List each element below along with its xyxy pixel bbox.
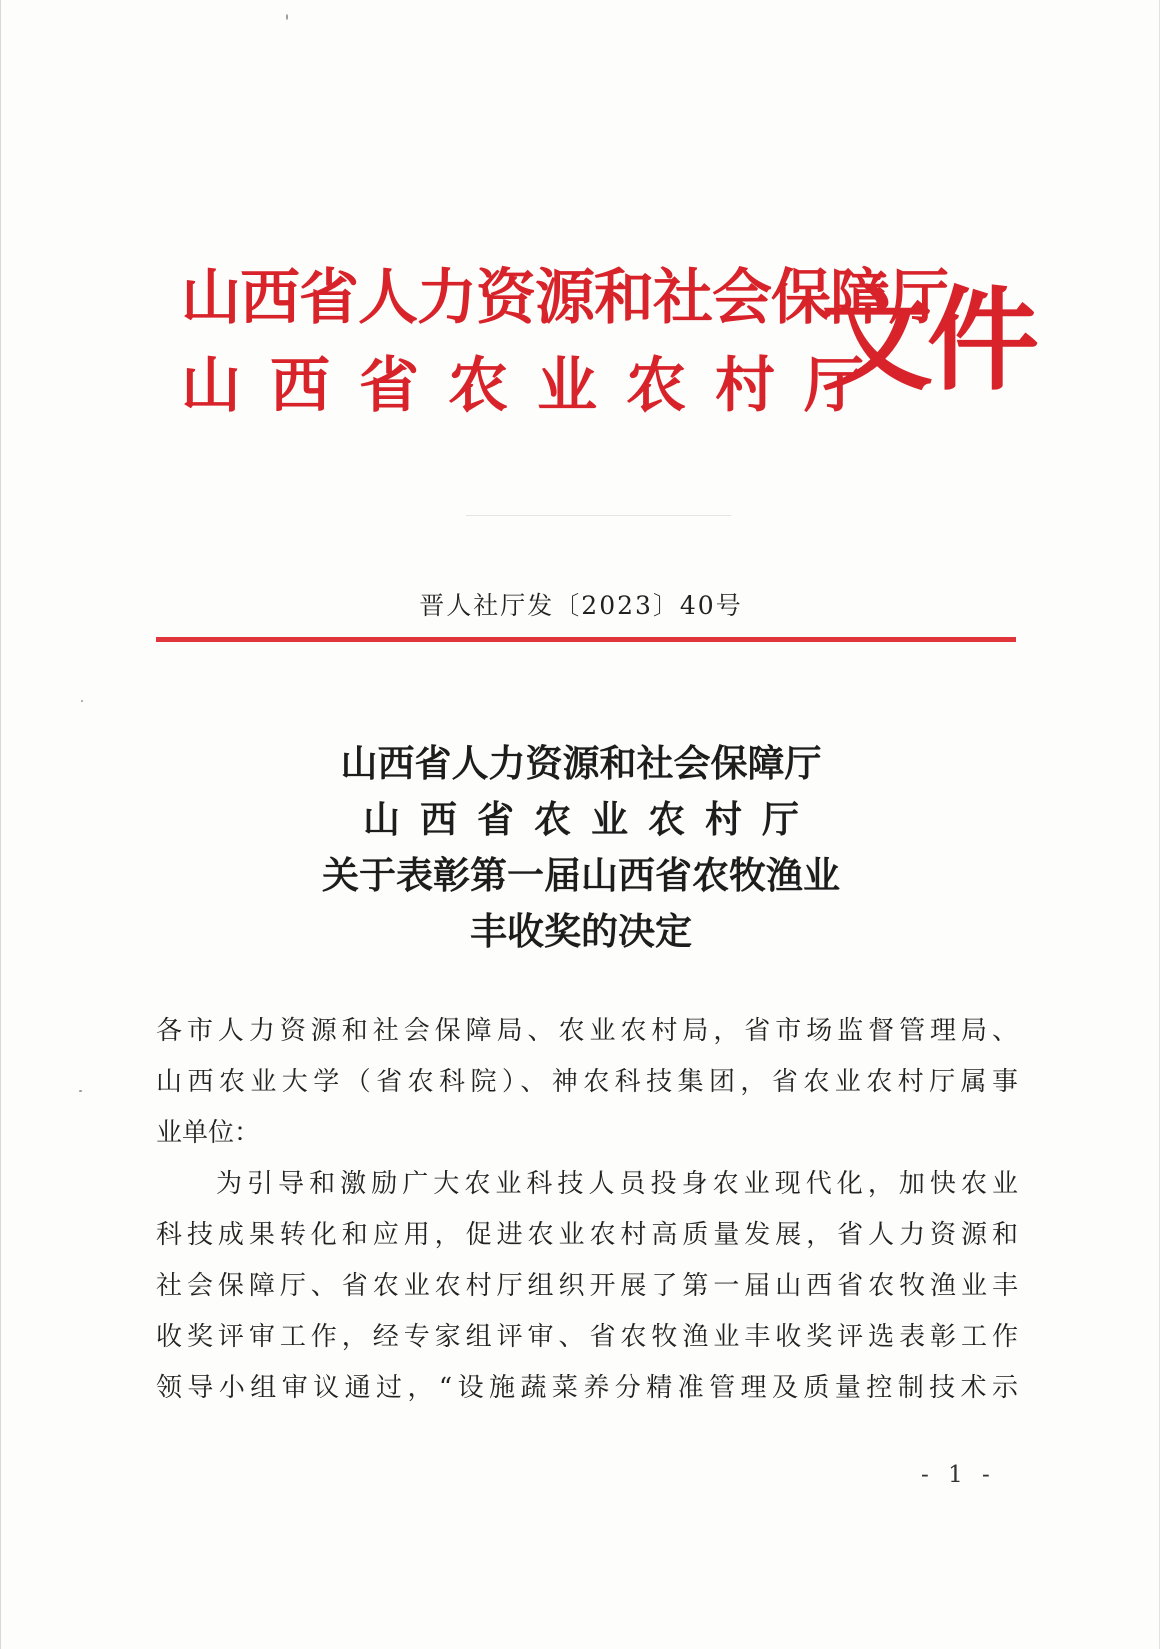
addressee-line: 山西农业大学（省农科院）、神农科技集团，省农业农村厅属事 xyxy=(156,1067,1018,1097)
scan-speck xyxy=(81,700,83,702)
letterhead-issuer-1: 山西省人力资源和社会保障厅 xyxy=(181,263,948,333)
addressee-line: 业单位： xyxy=(156,1118,261,1148)
title-line-4: 丰收奖的决定 xyxy=(470,909,692,953)
red-divider xyxy=(156,637,1016,642)
document-title xyxy=(1,735,1160,959)
letterhead xyxy=(181,262,1033,442)
paragraph-line: 领导小组审议通过，“设施蔬菜养分精准管理及质量控制技术示 xyxy=(156,1373,1018,1403)
paragraph-line: 收奖评审工作，经专家组评审、省农牧渔业丰收奖评选表彰工作 xyxy=(156,1322,1018,1352)
body-text xyxy=(156,1006,1018,1414)
page-number: - 1 - xyxy=(921,1462,996,1488)
paragraph-line: 为引导和激励广大农业科技人员投身农业现代化，加快农业 xyxy=(216,1169,1018,1199)
letterhead-doc-type: 文件 xyxy=(821,275,1033,406)
scan-speck xyxy=(286,14,288,20)
letterhead-issuer-2: 山西省农业农村厅 xyxy=(181,351,893,421)
addressee-line: 各市人力资源和社会保障局、农业农村局，省市场监督管理局、 xyxy=(156,1016,1018,1046)
title-line-3: 关于表彰第一届山西省农牧渔业 xyxy=(322,853,840,897)
paragraph-line: 社会保障厅、省农业农村厅组织开展了第一届山西省农牧渔业丰 xyxy=(156,1271,1018,1301)
title-line-1: 山西省人力资源和社会保障厅 xyxy=(340,741,822,785)
title-line-2: 山西省农业农村厅 xyxy=(363,797,819,841)
scan-speck xyxy=(79,1090,82,1092)
faint-divider xyxy=(466,515,731,516)
document-number: 晋人社厅发〔2023〕40号 xyxy=(419,591,743,620)
paragraph-line: 科技成果转化和应用，促进农业农村高质量发展，省人力资源和 xyxy=(156,1220,1018,1250)
